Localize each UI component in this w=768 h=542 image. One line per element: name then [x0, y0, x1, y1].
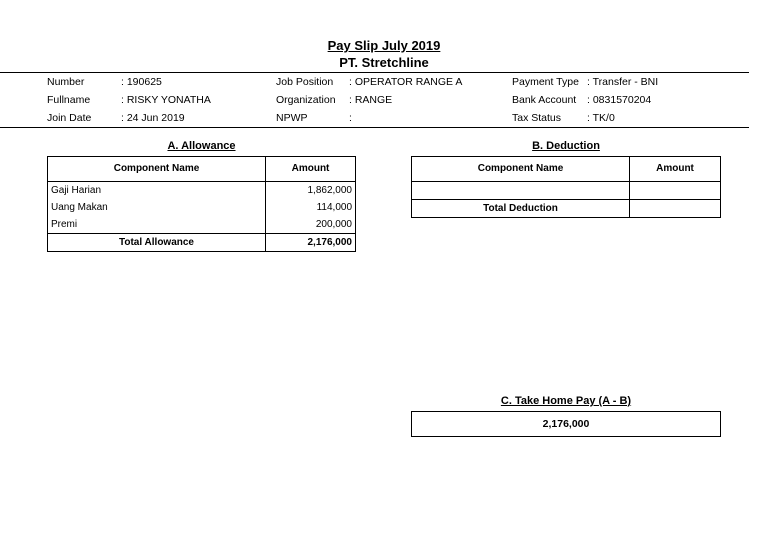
info-fullname-label: Fullname [47, 94, 91, 106]
deduction-col-amount-header: Amount [630, 157, 721, 182]
table-row [48, 216, 356, 234]
info-jobposition-label: Job Position [276, 76, 334, 88]
info-paymenttype-value: : Transfer - BNI [587, 76, 659, 88]
info-paymenttype-label: Payment Type [512, 76, 579, 88]
info-bankaccount-value: : 0831570204 [587, 94, 652, 106]
info-number-value: : 190625 [121, 76, 162, 88]
allowance-row-amount: 200,000 [266, 216, 356, 234]
header-divider-top [0, 72, 749, 73]
allowance-col-amount-header: Amount [266, 157, 356, 182]
table-row [412, 182, 721, 200]
info-jobposition-value: : OPERATOR RANGE A [349, 76, 463, 88]
deduction-table [411, 156, 721, 218]
company-name: PT. Stretchline [339, 55, 429, 70]
deduction-total-amount [630, 200, 721, 218]
info-organization-value: : RANGE [349, 94, 393, 106]
allowance-row-amount: 114,000 [266, 199, 356, 216]
payslip-title: Pay Slip July 2019 [327, 38, 441, 53]
allowance-col-name-header: Component Name [48, 157, 266, 182]
deduction-row-name [412, 182, 630, 200]
info-npwp-label: NPWP [276, 112, 308, 124]
deduction-row-amount [630, 182, 721, 200]
allowance-section-title: A. Allowance [167, 140, 236, 152]
table-row [48, 199, 356, 216]
info-taxstatus-label: Tax Status [512, 112, 562, 124]
info-taxstatus-value: : TK/0 [587, 112, 615, 124]
takehome-amount: 2,176,000 [411, 411, 721, 437]
allowance-total-label: Total Allowance [48, 234, 266, 252]
allowance-row-name: Gaji Harian [48, 182, 266, 200]
info-bankaccount-label: Bank Account [512, 94, 577, 106]
info-joindate-value: : 24 Jun 2019 [121, 112, 185, 124]
info-fullname-value: : RISKY YONATHA [121, 94, 211, 106]
takehome-section-title: C. Take Home Pay (A - B) [500, 395, 632, 407]
header-divider-bottom [0, 127, 749, 128]
deduction-col-name-header: Component Name [412, 157, 630, 182]
info-number-label: Number [47, 76, 85, 88]
table-row [48, 182, 356, 200]
info-joindate-label: Join Date [47, 112, 92, 124]
allowance-row-name: Uang Makan [48, 199, 266, 216]
info-organization-label: Organization [276, 94, 336, 106]
allowance-row-amount: 1,862,000 [266, 182, 356, 200]
deduction-section-title: B. Deduction [532, 140, 600, 152]
allowance-row-name: Premi [48, 216, 266, 234]
deduction-total-label: Total Deduction [412, 200, 630, 218]
info-npwp-value: : [349, 112, 352, 124]
allowance-table [47, 156, 356, 252]
allowance-total-amount: 2,176,000 [266, 234, 356, 252]
